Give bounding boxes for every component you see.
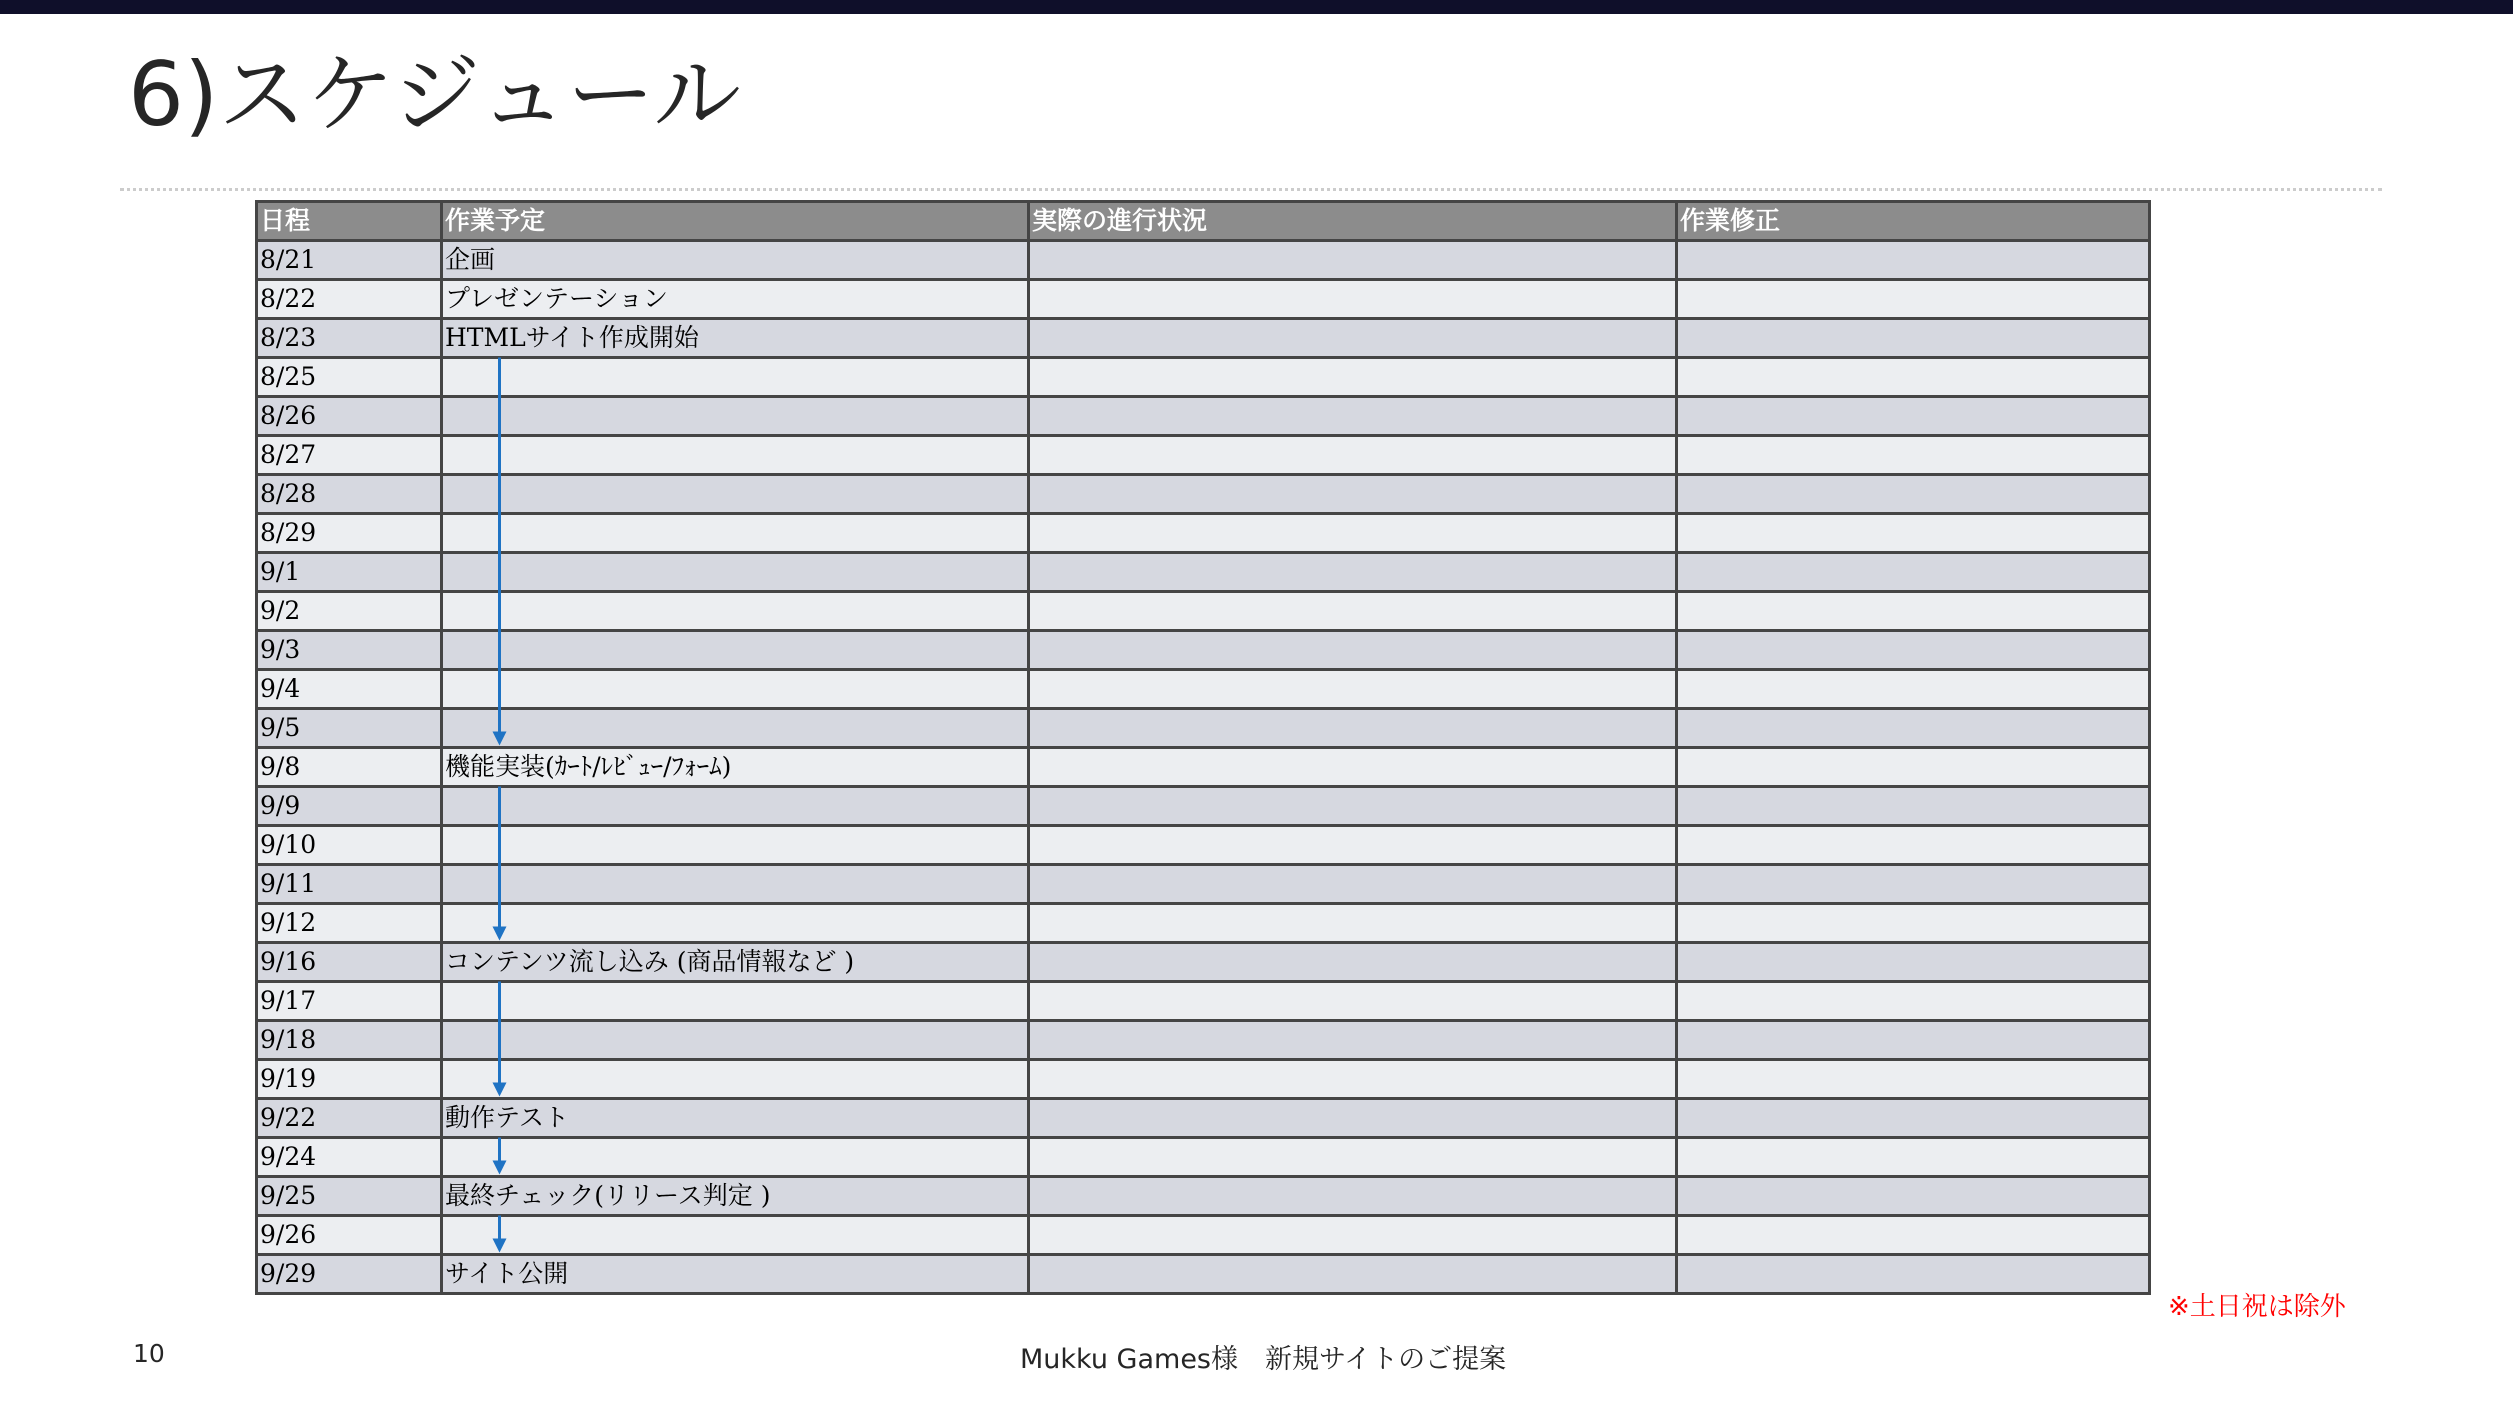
plan-cell xyxy=(442,1138,1029,1177)
table-row xyxy=(257,1060,2150,1099)
table-row xyxy=(257,748,2150,787)
plan-cell xyxy=(442,1216,1029,1255)
table-row xyxy=(257,475,2150,514)
date-cell: 9/5 xyxy=(257,709,442,748)
table-row xyxy=(257,865,2150,904)
plan-cell xyxy=(442,397,1029,436)
plan-cell: 動作テスト xyxy=(442,1099,1029,1138)
table-row xyxy=(257,982,2150,1021)
table-row xyxy=(257,904,2150,943)
actual-progress-cell xyxy=(1029,1138,1677,1177)
plan-cell xyxy=(442,787,1029,826)
actual-progress-cell xyxy=(1029,436,1677,475)
table-row xyxy=(257,358,2150,397)
actual-progress-cell xyxy=(1029,397,1677,436)
holiday-note: ※土日祝は除外 xyxy=(2168,1292,2346,1322)
date-cell: 9/24 xyxy=(257,1138,442,1177)
correction-cell xyxy=(1677,280,2150,319)
plan-cell xyxy=(442,865,1029,904)
actual-progress-cell xyxy=(1029,514,1677,553)
schedule-table xyxy=(255,200,2151,1295)
date-cell: 8/29 xyxy=(257,514,442,553)
correction-cell xyxy=(1677,241,2150,280)
correction-cell xyxy=(1677,319,2150,358)
table-row xyxy=(257,553,2150,592)
actual-progress-cell xyxy=(1029,241,1677,280)
date-cell: 9/26 xyxy=(257,1216,442,1255)
date-cell: 8/28 xyxy=(257,475,442,514)
header-date: 日程 xyxy=(257,202,442,241)
date-cell: 8/26 xyxy=(257,397,442,436)
correction-cell xyxy=(1677,1216,2150,1255)
table-row xyxy=(257,592,2150,631)
correction-cell xyxy=(1677,787,2150,826)
actual-progress-cell xyxy=(1029,631,1677,670)
date-cell: 8/22 xyxy=(257,280,442,319)
correction-cell xyxy=(1677,1138,2150,1177)
table-row xyxy=(257,280,2150,319)
actual-progress-cell xyxy=(1029,826,1677,865)
plan-cell: コンテンツ流し込み (商品情報など ) xyxy=(442,943,1029,982)
correction-cell xyxy=(1677,631,2150,670)
actual-progress-cell xyxy=(1029,1099,1677,1138)
actual-progress-cell xyxy=(1029,553,1677,592)
actual-progress-cell xyxy=(1029,1255,1677,1294)
plan-cell xyxy=(442,358,1029,397)
date-cell: 8/23 xyxy=(257,319,442,358)
plan-cell xyxy=(442,904,1029,943)
date-cell: 8/21 xyxy=(257,241,442,280)
correction-cell xyxy=(1677,1021,2150,1060)
correction-cell xyxy=(1677,1099,2150,1138)
correction-cell xyxy=(1677,943,2150,982)
date-cell: 9/10 xyxy=(257,826,442,865)
table-row xyxy=(257,514,2150,553)
date-cell: 9/17 xyxy=(257,982,442,1021)
correction-cell xyxy=(1677,826,2150,865)
plan-cell xyxy=(442,709,1029,748)
table-row xyxy=(257,397,2150,436)
date-cell: 8/27 xyxy=(257,436,442,475)
plan-cell xyxy=(442,1060,1029,1099)
date-cell: 9/12 xyxy=(257,904,442,943)
table-row xyxy=(257,826,2150,865)
actual-progress-cell xyxy=(1029,787,1677,826)
table-row xyxy=(257,241,2150,280)
actual-progress-cell xyxy=(1029,943,1677,982)
plan-cell: サイト公開 xyxy=(442,1255,1029,1294)
correction-cell xyxy=(1677,982,2150,1021)
plan-cell xyxy=(442,670,1029,709)
header-actual-progress: 実際の進行状況 xyxy=(1029,202,1677,241)
actual-progress-cell xyxy=(1029,982,1677,1021)
page-number: 10 xyxy=(133,1339,165,1368)
table-header-row xyxy=(257,202,2150,241)
table-row xyxy=(257,787,2150,826)
correction-cell xyxy=(1677,865,2150,904)
plan-cell: 最終チェック(リリース判定 ) xyxy=(442,1177,1029,1216)
date-cell: 8/25 xyxy=(257,358,442,397)
date-cell: 9/1 xyxy=(257,553,442,592)
plan-cell xyxy=(442,982,1029,1021)
date-cell: 9/18 xyxy=(257,1021,442,1060)
header-planned-work: 作業予定 xyxy=(442,202,1029,241)
correction-cell xyxy=(1677,397,2150,436)
date-cell: 9/2 xyxy=(257,592,442,631)
actual-progress-cell xyxy=(1029,319,1677,358)
plan-cell xyxy=(442,436,1029,475)
plan-cell xyxy=(442,592,1029,631)
date-cell: 9/9 xyxy=(257,787,442,826)
correction-cell xyxy=(1677,670,2150,709)
date-cell: 9/11 xyxy=(257,865,442,904)
plan-cell xyxy=(442,514,1029,553)
title-divider xyxy=(120,188,2382,191)
table-row xyxy=(257,1099,2150,1138)
plan-cell xyxy=(442,826,1029,865)
header-work-correction: 作業修正 xyxy=(1677,202,2150,241)
slide-title: 6)スケジュール xyxy=(128,43,742,146)
table-row xyxy=(257,1138,2150,1177)
actual-progress-cell xyxy=(1029,904,1677,943)
table-row xyxy=(257,1216,2150,1255)
actual-progress-cell xyxy=(1029,1021,1677,1060)
plan-cell xyxy=(442,475,1029,514)
actual-progress-cell xyxy=(1029,358,1677,397)
table-row xyxy=(257,670,2150,709)
correction-cell xyxy=(1677,553,2150,592)
correction-cell xyxy=(1677,1177,2150,1216)
correction-cell xyxy=(1677,1060,2150,1099)
date-cell: 9/22 xyxy=(257,1099,442,1138)
plan-cell: 機能実装(ｶｰﾄ/ﾚﾋﾞｭｰ/ﾌｫｰﾑ) xyxy=(442,748,1029,787)
actual-progress-cell xyxy=(1029,592,1677,631)
table-row xyxy=(257,319,2150,358)
plan-cell xyxy=(442,631,1029,670)
date-cell: 9/4 xyxy=(257,670,442,709)
date-cell: 9/3 xyxy=(257,631,442,670)
plan-cell xyxy=(442,1021,1029,1060)
table-row xyxy=(257,1255,2150,1294)
actual-progress-cell xyxy=(1029,1177,1677,1216)
actual-progress-cell xyxy=(1029,280,1677,319)
correction-cell xyxy=(1677,592,2150,631)
table-row xyxy=(257,1021,2150,1060)
plan-cell xyxy=(442,553,1029,592)
correction-cell xyxy=(1677,436,2150,475)
footer-text: Mukku Games様 新規サイトのご提案 xyxy=(1020,1344,1507,1375)
correction-cell xyxy=(1677,1255,2150,1294)
table-row xyxy=(257,709,2150,748)
date-cell: 9/25 xyxy=(257,1177,442,1216)
plan-cell: 企画 xyxy=(442,241,1029,280)
correction-cell xyxy=(1677,475,2150,514)
correction-cell xyxy=(1677,358,2150,397)
top-bar xyxy=(0,0,2513,14)
schedule-body xyxy=(257,241,2150,1294)
correction-cell xyxy=(1677,709,2150,748)
correction-cell xyxy=(1677,514,2150,553)
actual-progress-cell xyxy=(1029,475,1677,514)
correction-cell xyxy=(1677,904,2150,943)
table-row xyxy=(257,1177,2150,1216)
table-row xyxy=(257,943,2150,982)
date-cell: 9/19 xyxy=(257,1060,442,1099)
actual-progress-cell xyxy=(1029,709,1677,748)
plan-cell: プレゼンテーション xyxy=(442,280,1029,319)
plan-cell: HTMLサイト作成開始 xyxy=(442,319,1029,358)
actual-progress-cell xyxy=(1029,748,1677,787)
correction-cell xyxy=(1677,748,2150,787)
date-cell: 9/29 xyxy=(257,1255,442,1294)
table-row xyxy=(257,631,2150,670)
actual-progress-cell xyxy=(1029,865,1677,904)
actual-progress-cell xyxy=(1029,1060,1677,1099)
actual-progress-cell xyxy=(1029,1216,1677,1255)
date-cell: 9/16 xyxy=(257,943,442,982)
table-row xyxy=(257,436,2150,475)
actual-progress-cell xyxy=(1029,670,1677,709)
date-cell: 9/8 xyxy=(257,748,442,787)
